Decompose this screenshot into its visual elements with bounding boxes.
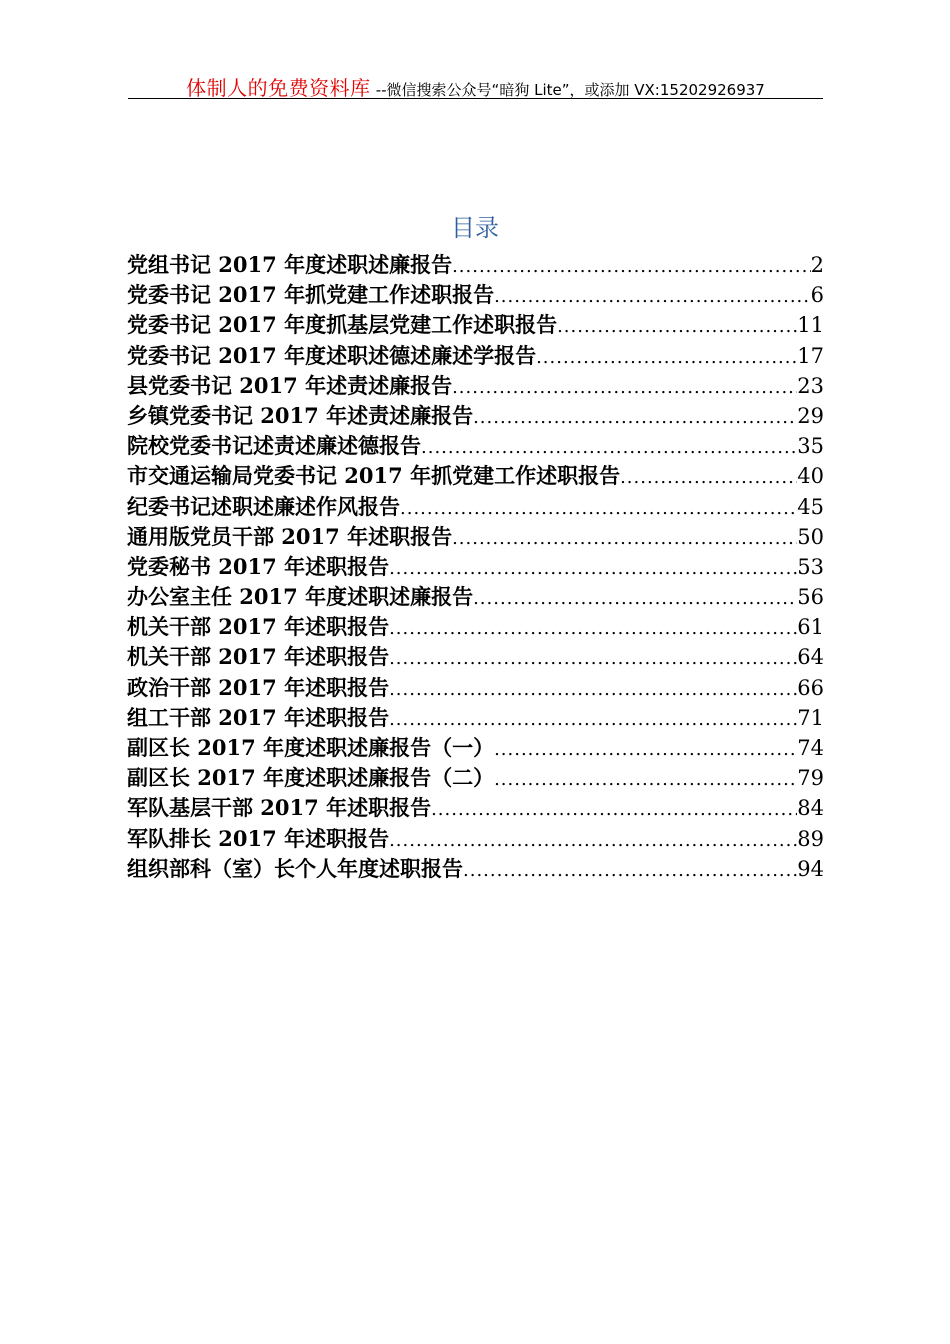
toc-entry-label: 政治干部 2017 年述职报告 [127,674,390,700]
toc-entry-label: 组织部科（室）长个人年度述职报告 [127,855,463,881]
toc-entry-page: 56 [797,585,824,610]
toc-entry-label: 市交通运输局党委书记 2017 年抓党建工作述职报告 [127,463,621,489]
toc-entry-label: 通用版党员干部 2017 年述职报告 [127,523,453,549]
toc-leader-dots [421,433,797,463]
toc-entry[interactable] [127,371,824,401]
toc-leader-dots [400,494,797,524]
toc-entry-page: 84 [797,796,824,821]
toc-entry-page: 94 [797,856,824,881]
toc-entry[interactable] [127,250,824,280]
toc-leader-dots [463,856,797,886]
toc-entry-label: 副区长 2017 年度述职述廉报告（二） [127,765,495,791]
page-header [128,72,823,99]
toc-entry-page: 53 [797,554,824,579]
toc-entry[interactable] [127,824,824,854]
toc-entry[interactable] [127,703,824,733]
toc-entry-page: 45 [797,494,824,519]
toc-leader-dots [620,463,797,493]
toc-leader-dots [452,524,797,554]
toc-leader-dots [389,554,797,584]
toc-leader-dots [473,403,797,433]
header-brand: 体制人的免费资料库 [186,76,371,99]
toc-entry[interactable] [127,341,824,371]
toc-entry-page: 50 [797,524,824,549]
toc-entry-page: 79 [797,766,824,791]
toc-entry-label: 党委书记 2017 年度述职述德述廉述学报告 [127,342,537,368]
toc-entry[interactable] [127,763,824,793]
toc-entry-page: 71 [797,705,824,730]
toc-entry-label: 机关干部 2017 年述职报告 [127,644,390,670]
toc-entry-label: 组工干部 2017 年述职报告 [127,704,390,730]
toc-entry-page: 66 [797,675,824,700]
toc-entry-label: 军队基层干部 2017 年述职报告 [127,795,432,821]
toc-entry-page: 6 [810,283,824,308]
toc-entry-page: 35 [797,434,824,459]
toc-entry[interactable] [127,431,824,461]
toc-entry-label: 党委书记 2017 年度抓基层党建工作述职报告 [127,312,558,338]
toc-entry[interactable] [127,642,824,672]
toc-entry-page: 89 [797,826,824,851]
toc-entry[interactable] [127,552,824,582]
toc-entry[interactable] [127,582,824,612]
toc-entry-page: 23 [797,373,824,398]
toc-leader-dots [431,795,797,825]
toc-leader-dots [452,252,811,282]
toc-entry-label: 纪委书记述职述廉述作风报告 [127,493,400,519]
toc-entry-label: 县党委书记 2017 年述责述廉报告 [127,372,453,398]
toc-leader-dots [473,584,797,614]
toc-entry-page: 40 [797,464,824,489]
toc-entry[interactable] [127,280,824,310]
toc-entry[interactable] [127,401,824,431]
toc-entry[interactable] [127,793,824,823]
toc-entry[interactable] [127,612,824,642]
toc-entry-label: 院校党委书记述责述廉述德报告 [127,433,421,459]
toc-entry-page: 74 [797,736,824,760]
toc-entry[interactable] [127,522,824,552]
toc-entry-label: 副区长 2017 年度述职述廉报告（一） [127,735,495,760]
toc-entry-page: 29 [797,403,824,428]
toc-entry-label: 党委秘书 2017 年述职报告 [127,553,390,579]
toc-leader-dots [389,705,797,735]
toc-entry[interactable] [127,492,824,522]
header-promo: --微信搜索公众号“暗狗 Lite”，或添加 VX:15202926937 [375,81,765,99]
toc-leader-dots [389,644,797,674]
toc-entry-page: 61 [797,615,824,640]
toc-entry-page: 2 [810,253,824,277]
toc-entry-page: 11 [797,313,824,338]
toc-entry-label: 党委书记 2017 年抓党建工作述职报告 [127,282,495,308]
toc-entry[interactable] [127,733,824,763]
toc-title: 目录 [451,214,499,242]
toc-leader-dots [494,282,811,312]
toc-leader-dots [536,343,797,373]
toc-entry[interactable] [127,673,824,703]
toc-leader-dots [452,373,797,403]
toc-entry-label: 乡镇党委书记 2017 年述责述廉报告 [127,402,474,428]
toc-leader-dots [557,312,797,342]
toc-entry-label: 办公室主任 2017 年度述职述廉报告 [127,584,474,610]
toc-leader-dots [389,675,797,705]
toc-entry-label: 党组书记 2017 年度述职述廉报告 [127,252,453,277]
toc-entry[interactable] [127,854,824,884]
toc-leader-dots [494,765,797,795]
toc-leader-dots [494,735,797,765]
toc-entry[interactable] [127,310,824,340]
toc-entry-label: 机关干部 2017 年述职报告 [127,614,390,640]
toc-entry-page: 17 [797,343,824,368]
toc-entry-page: 64 [797,645,824,670]
table-of-contents [127,250,824,884]
toc-entry[interactable] [127,461,824,491]
toc-entry-label: 军队排长 2017 年述职报告 [127,825,390,851]
toc-leader-dots [389,826,797,856]
toc-leader-dots [389,614,797,644]
